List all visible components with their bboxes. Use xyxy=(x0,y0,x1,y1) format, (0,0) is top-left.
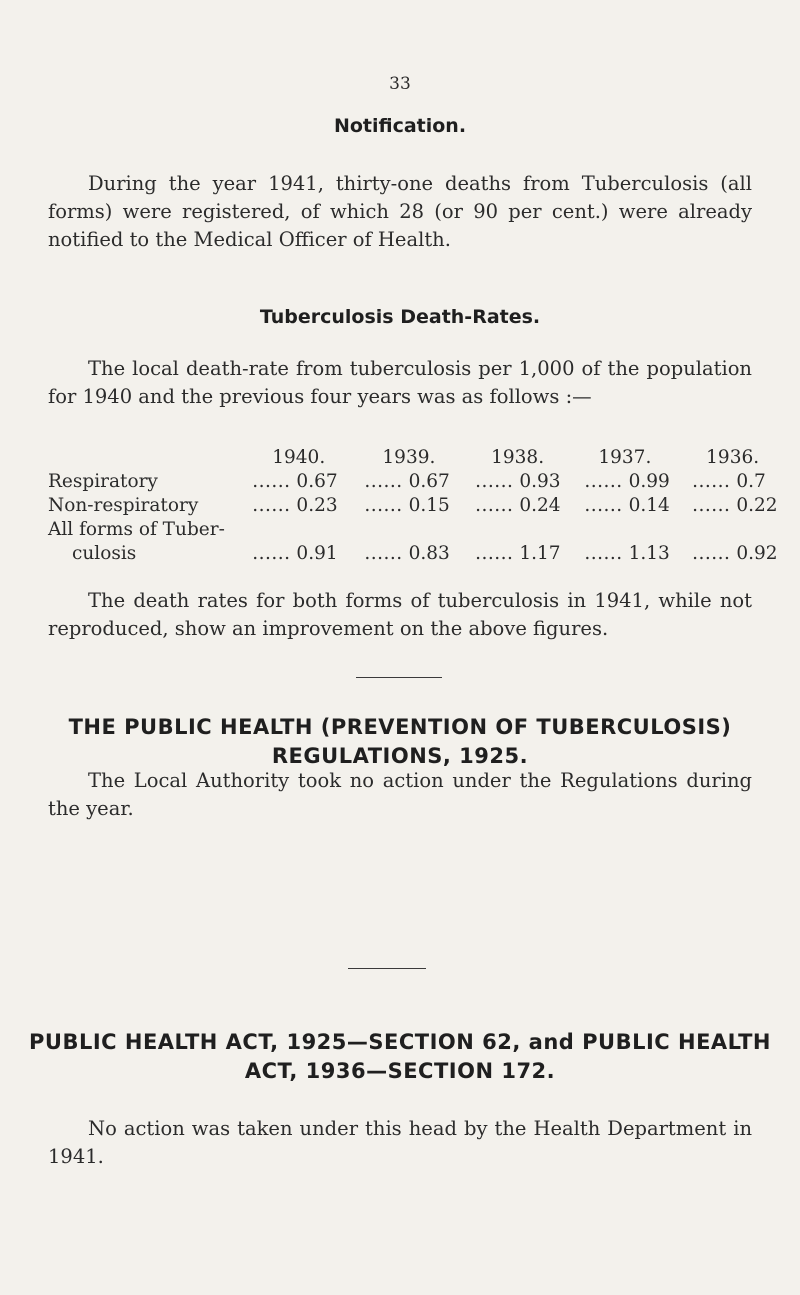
table-row: Non-respiratory ...... 0.23 ...... 0.15 ...... 0.24 ...... 0.14 ...... 0.22 xyxy=(48,494,778,516)
table-cell: 0.99 xyxy=(628,470,670,492)
table-header-row xyxy=(48,445,800,469)
row-label-non-respiratory: Non-respiratory xyxy=(48,494,199,516)
table-cell: 0.83 xyxy=(408,542,450,564)
table-cell: 1.17 xyxy=(519,542,561,564)
table-cell: 0.91 xyxy=(296,542,338,564)
notification-paragraph: During the year 1941, thirty-one deaths from Tuberculosis (all forms) were registered, of which 28 (or 90 per cent.) were already notified to the Medical Officer of Health. xyxy=(48,172,752,251)
regulations-heading: THE PUBLIC HEALTH (PREVENTION OF TUBERCULOSIS) REGULATIONS, 1925. xyxy=(68,715,732,768)
death-rates-heading: Tuberculosis Death-Rates. xyxy=(259,306,541,328)
table-cell: 0.67 xyxy=(296,470,338,492)
table-cell: 0.24 xyxy=(519,494,561,516)
table-cell: 1.13 xyxy=(628,542,670,564)
act-paragraph: No action was taken under this head by the Health Department in 1941. xyxy=(48,1117,752,1168)
year-1937: 1937. xyxy=(598,446,652,468)
regulations-paragraph: The Local Authority took no action under the Regulations during the year. xyxy=(48,769,752,820)
section-divider xyxy=(356,677,442,678)
death-rates-note: The death rates for both forms of tuberculosis in 1941, while not reproduced, show an improvement on the above figures. xyxy=(48,589,752,640)
row-label-all-forms: All forms of Tuber- xyxy=(48,518,225,540)
table-cell: 0.15 xyxy=(408,494,450,516)
table-cell: 0.22 xyxy=(736,494,778,516)
year-1940: 1940. xyxy=(272,446,326,468)
table-row xyxy=(48,517,800,541)
table-cell: 0.92 xyxy=(736,542,778,564)
table-row: Respiratory ...... 0.67 ...... 0.67 ...... 0.93 ...... 0.99 ...... 0.7 xyxy=(48,470,766,492)
table-row: culosis ...... 0.91 ...... 0.83 ...... 1.17 ...... 1.13 ...... 0.92 xyxy=(48,541,800,565)
section-divider xyxy=(348,968,426,969)
page-number: 33 xyxy=(389,74,411,94)
table-cell: 0.93 xyxy=(519,470,561,492)
death-rates-intro: The local death-rate from tuberculosis per 1,000 of the population for 1940 and the previous four years was as follows :— xyxy=(48,357,752,408)
table-cell: 0.67 xyxy=(408,470,450,492)
year-1938: 1938. xyxy=(491,446,545,468)
year-1936: 1936. xyxy=(706,446,760,468)
table-cell: 0.7 xyxy=(736,470,766,492)
act-heading: PUBLIC HEALTH ACT, 1925—SECTION 62, and PUBLIC HEALTH ACT, 1936—SECTION 172. xyxy=(29,1030,771,1083)
year-1939: 1939. xyxy=(382,446,436,468)
row-label-respiratory: Respiratory xyxy=(48,470,158,492)
table-cell: 0.23 xyxy=(296,494,338,516)
death-rates-table xyxy=(48,445,800,565)
row-label-culosis: culosis xyxy=(72,542,137,564)
table-cell: 0.14 xyxy=(628,494,670,516)
notification-heading: Notification. xyxy=(333,115,467,137)
